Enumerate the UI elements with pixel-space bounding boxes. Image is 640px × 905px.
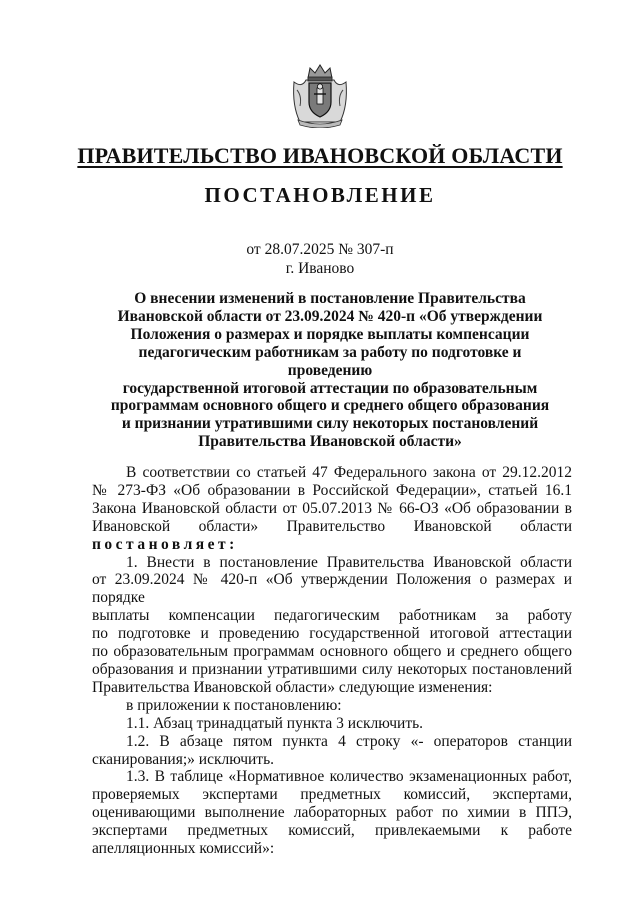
item1-line: 1. Внести в постановление Правительства Ивановской области: [126, 553, 572, 571]
subject-line: программам основного общего и среднего общего образования: [110, 397, 550, 415]
document-type: ПОСТАНОВЛЕНИЕ: [204, 183, 436, 207]
subject-line: Правительства Ивановской области»: [198, 433, 462, 451]
document-subject: [96, 290, 564, 451]
subject-line: и признании утратившими силу некоторых постановлений: [121, 415, 539, 433]
appendix-intro: в приложении к постановлению:: [126, 696, 342, 714]
item1-last-line: Правительства Ивановской области» следующие изменения:: [92, 678, 493, 696]
government-title: ПРАВИТЕЛЬСТВО ИВАНОВСКОЙ ОБЛАСТИ: [77, 143, 563, 168]
subitem-1-3-last-line: апелляционных комиссий»:: [92, 840, 275, 858]
preamble-line: № 273-ФЗ «Об образовании в Российской Федерации», статьей 16.1: [92, 481, 572, 499]
coat-of-arms-icon: [288, 62, 352, 128]
item1-line: по образовательным программам основного общего и среднего общего: [92, 643, 572, 661]
subject-line: О внесении изменений в постановление Правительства: [134, 290, 526, 307]
preamble-line: Ивановской области» Правительство Ивановской области: [92, 517, 572, 535]
subitem-1-1: 1.1. Абзац тринадцатый пункта 3 исключить.: [126, 714, 424, 732]
preamble-line: В соответствии со статьей 47 Федерального закона от 29.12.2012: [126, 464, 572, 481]
subject-line: государственной итоговой аттестации по образовательным: [122, 379, 538, 397]
subitem-1-3-line: 1.3. В таблице «Нормативное количество экзаменационных работ,: [126, 768, 572, 786]
preamble-line: Закона Ивановской области от 05.07.2013 № 66-ОЗ «Об образовании в: [92, 499, 572, 517]
item1-line: по подготовке и проведению государственной итоговой аттестации: [92, 625, 572, 643]
subitem-1-3-line: экспертами предметных комиссий, привлекаемыми к работе: [92, 822, 572, 840]
subitem-1-3-line: оценивающими выполнение лабораторных работ по химии в ППЭ,: [92, 804, 572, 822]
subject-line: Ивановской области от 23.09.2024 № 420-п «Об утверждении: [117, 307, 543, 325]
resolves-label: постановляет:: [92, 535, 238, 553]
item1-line: от 23.09.2024 № 420-п «Об утверждении Положения о размерах и порядке: [92, 571, 572, 607]
subitem-1-2-line: 1.2. В абзаце пятом пункта 4 строку «- операторов станции: [126, 732, 572, 750]
document-body: [92, 464, 572, 858]
subject-line: Положения о размерах и порядке выплаты компенсации: [130, 325, 530, 343]
subject-line: педагогическим работникам за работу по подготовке и проведению: [138, 343, 522, 379]
document-city: г. Иваново: [285, 260, 355, 277]
item1-line: выплаты компенсации педагогическим работникам за работу: [92, 607, 572, 625]
subitem-1-3-line: проверяемых экспертами предметных комиссий, экспертами,: [92, 786, 572, 804]
subitem-1-2-line: сканирования;» исключить.: [92, 750, 275, 768]
document-meta: [0, 240, 640, 278]
item1-line: образования и признании утратившими силу некоторых постановлений: [92, 660, 572, 678]
document-date-number: от 28.07.2025 № 307-п: [246, 241, 394, 258]
resolves-word: [92, 536, 572, 554]
